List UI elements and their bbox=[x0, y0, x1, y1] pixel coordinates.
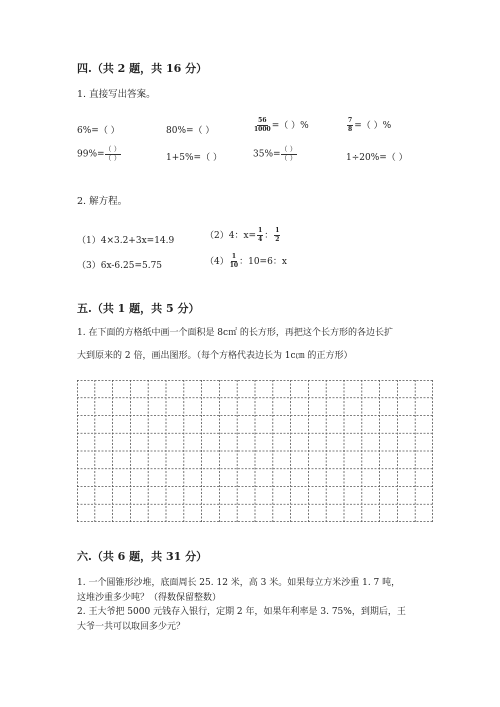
expr-tail: ：10=6：x bbox=[239, 257, 287, 267]
s6-q1-line2: 这堆沙重多少吨？（得数保留整数） bbox=[77, 593, 222, 603]
numerator: 1 bbox=[275, 227, 280, 234]
s6-q2-line2: 大爷一共可以取回多少元？ bbox=[77, 622, 186, 632]
denominator: 8 bbox=[348, 126, 353, 133]
denominator: 1000 bbox=[254, 126, 271, 133]
answer-blank: =（ ）% bbox=[271, 121, 309, 131]
numerator: 1 bbox=[231, 253, 236, 260]
q1-prompt: 1. 直接写出答案。 bbox=[77, 89, 156, 100]
section5-heading: 五.（共 1 题，共 5 分） bbox=[77, 302, 200, 315]
fraction-1-4 bbox=[257, 228, 263, 243]
item-35-percent bbox=[253, 146, 297, 162]
expr: 35%= bbox=[253, 149, 281, 160]
equation-2 bbox=[205, 228, 281, 243]
fraction-56-1000 bbox=[254, 118, 271, 133]
item-56-over-1000 bbox=[253, 118, 309, 133]
fraction-blank bbox=[105, 146, 121, 162]
ratio-sign: ： bbox=[264, 231, 274, 241]
numerator: 56 bbox=[258, 117, 267, 124]
fraction-7-8 bbox=[347, 118, 353, 133]
square-grid bbox=[77, 380, 433, 522]
numerator: 1 bbox=[258, 227, 263, 234]
fraction-1-10 bbox=[230, 254, 238, 269]
blank-bottom: （ ） bbox=[280, 154, 297, 162]
equation-3: （3）6x-6.25=5.75 bbox=[77, 261, 163, 271]
item-6-percent: 6%=（ ） bbox=[77, 126, 120, 136]
blank-bottom: （ ） bbox=[104, 154, 121, 162]
expr: （2）4：x= bbox=[205, 231, 257, 241]
item-7-over-8 bbox=[346, 118, 391, 133]
section6-heading: 六.（共 6 题，共 31 分） bbox=[77, 550, 208, 563]
item-80-percent: 80%=（ ） bbox=[166, 126, 215, 136]
expr: （4） bbox=[205, 257, 229, 267]
item-99-percent bbox=[77, 146, 121, 162]
equation-1: （1）4×3.2+3x=14.9 bbox=[77, 236, 175, 246]
item-1-plus-5-percent: 1+5%=（ ） bbox=[166, 153, 222, 163]
s6-q2-line1: 2. 王大爷把 5000 元钱存入银行，定期 2 年，如果年利率是 3. 75%，到期后，王 bbox=[77, 607, 406, 617]
denominator: 4 bbox=[258, 236, 263, 243]
answer-blank: =（ ）% bbox=[354, 121, 392, 131]
blank-top: （ ） bbox=[104, 145, 121, 153]
expr: 99%= bbox=[77, 149, 105, 160]
numerator: 7 bbox=[348, 117, 353, 124]
blank-top: （ ） bbox=[280, 145, 297, 153]
denominator: 2 bbox=[275, 236, 280, 243]
q2-prompt: 2. 解方程。 bbox=[77, 196, 128, 207]
fraction-blank bbox=[281, 146, 297, 162]
s5-line1: 1. 在下面的方格纸中画一个面积是 8c㎡ 的长方形，再把这个长方形的各边长扩 bbox=[77, 328, 393, 338]
s5-line2: 大到原来的 2 倍，画出图形。（每个方格代表边长为 1c㎝ 的正方形） bbox=[77, 351, 353, 361]
section4-heading: 四.（共 2 题，共 16 分） bbox=[77, 62, 208, 75]
item-1-div-20-percent: 1÷20%=（ ） bbox=[346, 153, 408, 163]
equation-4 bbox=[205, 254, 287, 269]
s6-q1-line1: 1. 一个圆锥形沙堆，底面周长 25. 12 米，高 3 米。如果每立方米沙重 1. 7 吨， bbox=[77, 578, 401, 588]
fraction-1-2 bbox=[274, 228, 280, 243]
denominator: 10 bbox=[229, 262, 239, 269]
